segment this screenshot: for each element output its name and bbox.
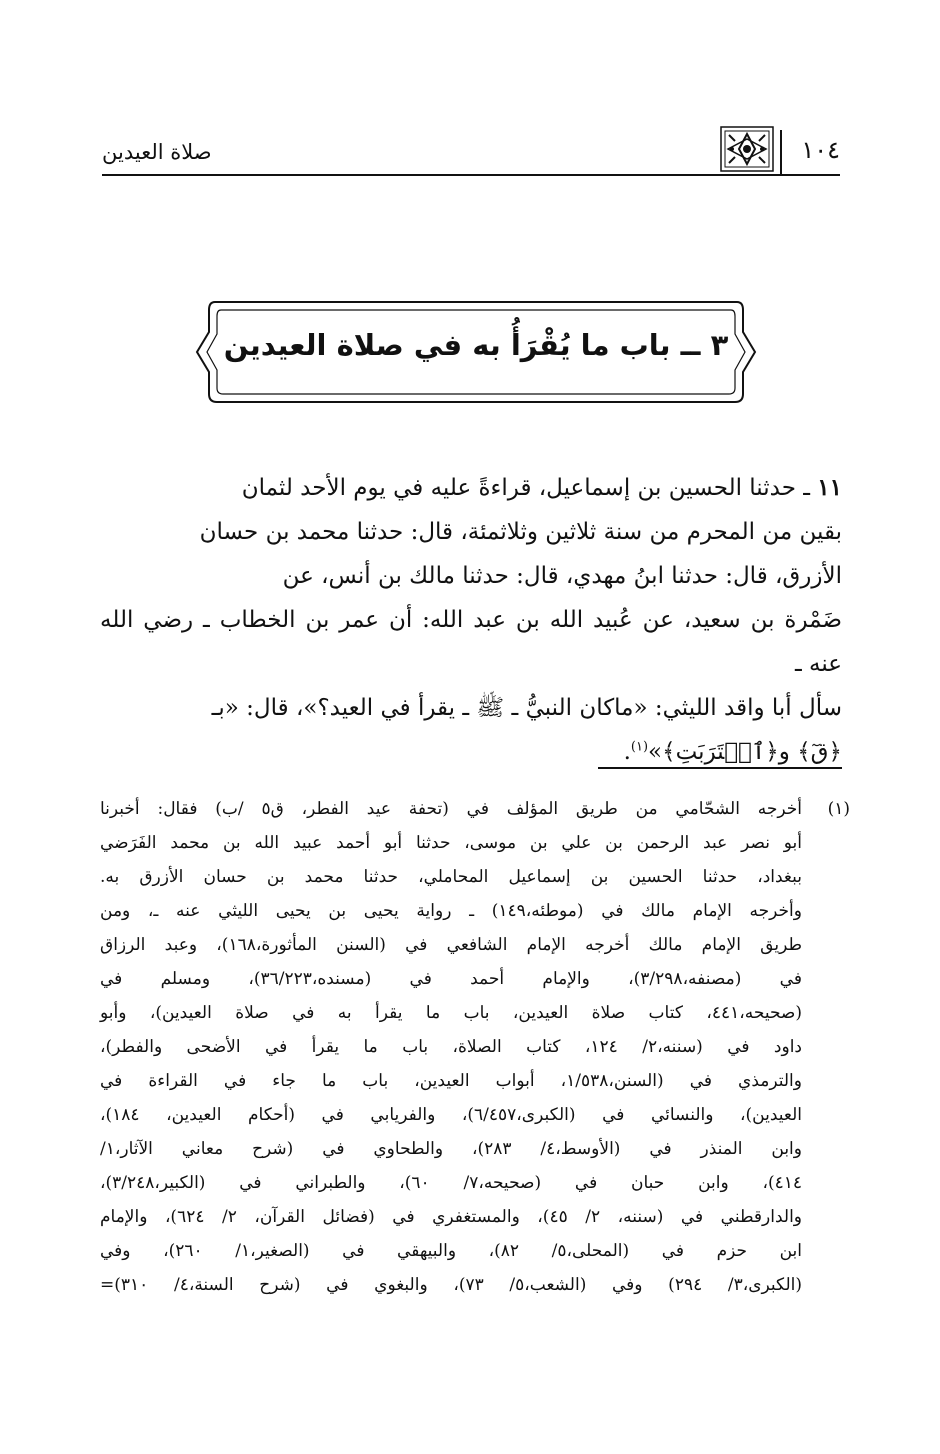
footnote-line: (الكبرى،٣/ ٢٩٤) وفي (الشعب،٥/ ٧٣)، والبغوي في (شرح السنة،٤/ ٣١٠)= (100, 1275, 802, 1295)
footnote-line: وابن المنذر في (الأوسط،٤/ ٢٨٣)، والطحاوي في (شرح معاني الآثار،١/ (100, 1139, 802, 1159)
footnote (100, 792, 850, 1302)
quran-surah-reference: ﴿قٓ﴾ و﴿ٱقۡتَرَبَتِ﴾» (648, 739, 842, 765)
footnote-reference[interactable]: (١) (630, 739, 649, 755)
hadith-line-text: ـ حدثنا الحسين بن إسماعيل، قراءةً عليه في يوم الأحد لثمان (241, 475, 810, 501)
footnote-marker: (١) (827, 799, 850, 819)
hadith-line: بقين من المحرم من سنة ثلاثين وثلاثمئة، قال: حدثنا محمد بن حسان (199, 519, 842, 545)
hadith-text (100, 466, 842, 774)
hadith-line-1 (100, 466, 842, 510)
page-header (102, 118, 840, 178)
footnote-line: ببغداد، حدثنا الحسين بن إسماعيل المحاملي، حدثنا محمد بن حسان الأزرق به. (100, 867, 802, 887)
hadith-number: ١١ (817, 474, 842, 501)
footnote-separator (598, 767, 842, 769)
chapter-title-frame (195, 300, 757, 404)
hadith-line: الأزرق، قال: حدثنا ابنُ مهدي، قال: حدثنا مالك بن أنس، عن (282, 563, 842, 589)
hadith-line: سأل أبا واقد الليثي: «ماكان النبيُّ ـ ﷺ ـ يقرأ في العيد؟»، قال: «بـ (211, 695, 842, 721)
page-number: ١٠٤ (801, 136, 840, 164)
hadith-end-mark: . (623, 739, 631, 765)
footnote-line: ٤١٤)، وابن حبان في (صحيحه،٧/ ٦٠)، والطبراني في (الكبير،٣/٢٤٨)، (100, 1173, 802, 1193)
running-title: صلاة العيدين (102, 140, 212, 164)
footnote-line: أخرجه الشحّامي من طريق المؤلف في (تحفة عيد الفطر، ق٥ /ب) فقال: أخبرنا (100, 799, 802, 819)
footnote-line: (صحيحه،٤٤١، كتاب صلاة العيدين، باب ما يقرأ به في صلاة العيدين)، وأبو (100, 1003, 802, 1023)
footnote-line: طريق الإمام مالك أخرجه الإمام الشافعي في (السنن المأثورة،١٦٨)، وعبد الرزاق (100, 935, 802, 955)
footnote-line: داود في (سننه،٢/ ١٢٤، كتاب الصلاة، باب ما يقرأ في الأضحى والفطر)، (100, 1037, 802, 1057)
page-number-divider (780, 130, 782, 174)
footnote-line: والدارقطني في (سننه، ٢/ ٤٥)، والمستغفري في (فضائل القرآن، ٢/ ٦٢٤)، والإمام (100, 1207, 802, 1227)
footnote-line: أبو نصر عبد الرحمن بن علي بن موسى، حدثنا أبو أحمد عبيد الله بن محمد الفَرَضي (100, 833, 802, 853)
chapter-title: ٣ ــ باب ما يُقْرَأُ به في صلاة العيدين (223, 328, 729, 362)
arabesque-ornament-icon (720, 126, 774, 172)
footnote-line: وأخرجه الإمام مالك في (موطئه،١٤٩) ـ رواية يحيى بن يحيى الليثي عنه ـ، ومن (100, 901, 802, 921)
footnote-line: العيدين)، والنسائي في (الكبرى،٦/٤٥٧)، والفريابي في (أحكام العيدين، ١٨٤)، (100, 1105, 802, 1125)
footnote-line: والترمذي في (السنن،١/٥٣٨، أبواب العيدين، باب ما جاء في القراءة في (100, 1071, 802, 1091)
hadith-line: ضَمْرة بن سعيد، عن عُبيد الله بن عبد الله: أن عمر بن الخطاب ـ رضي الله عنه ـ (100, 607, 842, 677)
footnote-body (100, 792, 802, 1302)
footnote-line: ابن حزم في (المحلى،٥/ ٨٢)، والبيهقي في (الصغير،١/ ٢٦٠)، وفي (100, 1241, 802, 1261)
footnote-line: في (مصنفه،٣/٢٩٨)، والإمام أحمد في (مسنده،٣٦/٢٢٣)، ومسلم في (100, 969, 802, 989)
header-rule (102, 174, 840, 176)
